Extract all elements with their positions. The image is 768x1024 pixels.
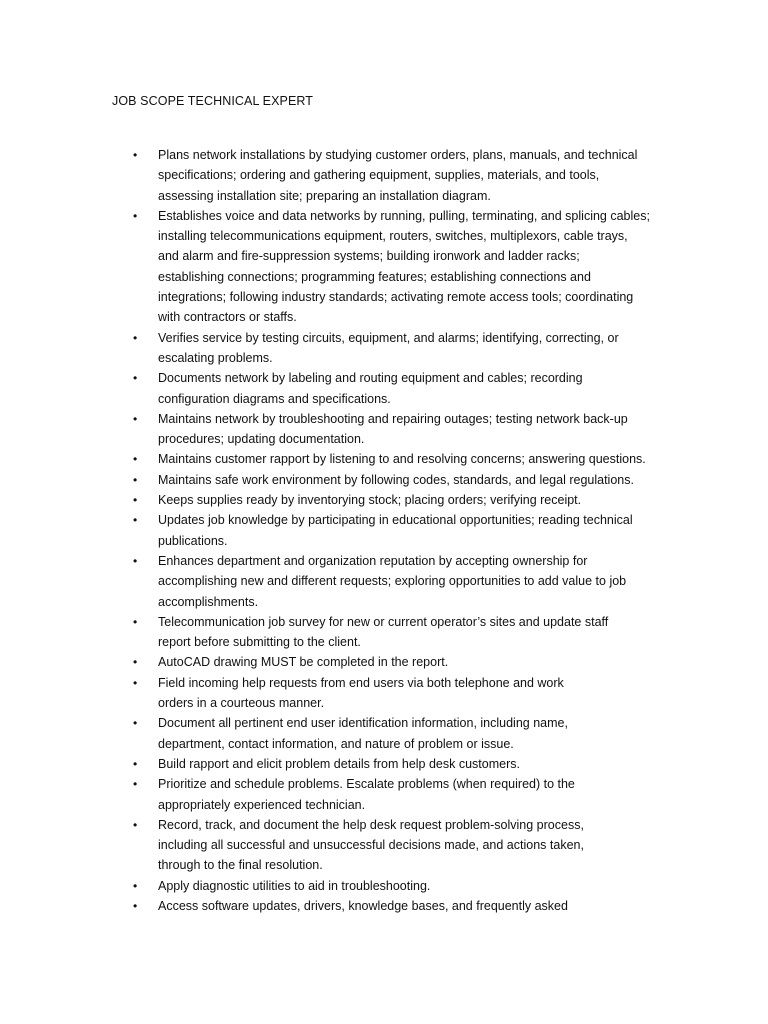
list-item-line: accomplishing new and different requests; exploring opportunities to add value to job bbox=[158, 574, 627, 589]
bullet-icon: • bbox=[133, 614, 138, 629]
list-item bbox=[0, 673, 678, 714]
list-item-line: Enhances department and organization reputation by accepting ownership for bbox=[158, 553, 588, 568]
list-item bbox=[0, 510, 678, 551]
list-item bbox=[0, 876, 678, 896]
list-item bbox=[0, 470, 678, 490]
list-item-text bbox=[158, 328, 678, 369]
list-item-line: Updates job knowledge by participating in educational opportunities; reading technical bbox=[158, 513, 633, 528]
list-item-text bbox=[158, 652, 678, 672]
list-item-text bbox=[158, 145, 678, 206]
list-item-text bbox=[158, 470, 678, 490]
list-item-text bbox=[158, 368, 678, 409]
list-item-line: Telecommunication job survey for new or current operator’s sites and update staff bbox=[158, 614, 609, 629]
list-item-text bbox=[158, 510, 678, 551]
list-item-line: Access software updates, drivers, knowledge bases, and frequently asked bbox=[158, 898, 568, 913]
bullet-icon: • bbox=[133, 330, 138, 345]
list-item-line: establishing connections; programming features; establishing connections and bbox=[158, 269, 591, 284]
bullet-icon: • bbox=[133, 553, 138, 568]
bullet-icon: • bbox=[133, 655, 138, 670]
list-item-line: procedures; updating documentation. bbox=[158, 432, 365, 447]
list-item bbox=[0, 490, 678, 510]
list-item-line: Apply diagnostic utilities to aid in troubleshooting. bbox=[158, 878, 431, 893]
list-item bbox=[0, 713, 678, 754]
list-item-text bbox=[158, 490, 678, 510]
document-title: JOB SCOPE TECHNICAL EXPERT bbox=[112, 94, 314, 108]
list-item-line: escalating problems. bbox=[158, 350, 273, 365]
list-item-text bbox=[158, 206, 678, 328]
list-item bbox=[0, 754, 678, 774]
list-item bbox=[0, 652, 678, 672]
list-item bbox=[0, 368, 678, 409]
list-item-line: Record, track, and document the help desk request problem-solving process, bbox=[158, 817, 584, 832]
list-item-text bbox=[158, 551, 678, 612]
list-item-text bbox=[158, 409, 678, 450]
list-item-text bbox=[158, 815, 678, 876]
list-item-line: appropriately experienced technician. bbox=[158, 797, 366, 812]
bullet-icon: • bbox=[133, 878, 138, 893]
list-item-line: and alarm and fire-suppression systems; building ironwork and ladder racks; bbox=[158, 249, 580, 264]
list-item-line: accomplishments. bbox=[158, 594, 259, 609]
list-item-line: Maintains network by troubleshooting and repairing outages; testing network back-up bbox=[158, 411, 628, 426]
list-item-line: Establishes voice and data networks by running, pulling, terminating, and splicing cables; bbox=[158, 208, 650, 223]
list-item-line: Verifies service by testing circuits, equipment, and alarms; identifying, correcting, or bbox=[158, 330, 619, 345]
bullet-icon: • bbox=[133, 452, 138, 467]
list-item bbox=[0, 551, 678, 612]
job-scope-list bbox=[0, 145, 768, 916]
list-item bbox=[0, 145, 678, 206]
bullet-icon: • bbox=[133, 371, 138, 386]
list-item-line: through to the final resolution. bbox=[158, 858, 323, 873]
list-item-line: Plans network installations by studying customer orders, plans, manuals, and technical bbox=[158, 148, 638, 162]
list-item-line: department, contact information, and nature of problem or issue. bbox=[158, 736, 514, 751]
list-item-text bbox=[158, 449, 678, 469]
list-item-line: Field incoming help requests from end users via both telephone and work bbox=[158, 675, 564, 690]
bullet-icon: • bbox=[133, 472, 138, 487]
bullet-icon: • bbox=[133, 493, 138, 508]
list-item-line: Document all pertinent end user identification information, including name, bbox=[158, 716, 568, 731]
list-item-line: installing telecommunications equipment, routers, switches, multiplexors, cable trays, bbox=[158, 229, 628, 244]
list-item bbox=[0, 896, 678, 916]
list-item bbox=[0, 206, 678, 328]
list-item-line: Maintains customer rapport by listening to and resolving concerns; answering questions. bbox=[158, 452, 646, 467]
bullet-icon: • bbox=[133, 675, 138, 690]
bullet-icon: • bbox=[133, 411, 138, 426]
list-item-line: integrations; following industry standards; activating remote access tools; coordinating bbox=[158, 290, 634, 305]
list-item-text bbox=[158, 713, 678, 754]
list-item bbox=[0, 409, 678, 450]
list-item-line: Documents network by labeling and routing equipment and cables; recording bbox=[158, 371, 583, 386]
bullet-icon: • bbox=[133, 513, 138, 528]
bullet-icon: • bbox=[133, 716, 138, 731]
bullet-icon: • bbox=[133, 817, 138, 832]
bullet-icon: • bbox=[133, 148, 138, 162]
list-item bbox=[0, 774, 678, 815]
list-item-line: orders in a courteous manner. bbox=[158, 696, 325, 711]
list-item-line: configuration diagrams and specifications. bbox=[158, 391, 391, 406]
bullet-icon: • bbox=[133, 208, 138, 223]
list-item-line: specifications; ordering and gathering equipment, supplies, materials, and tools, bbox=[158, 168, 600, 183]
list-item-text bbox=[158, 673, 678, 714]
bullet-icon: • bbox=[133, 777, 138, 792]
bullet-icon: • bbox=[133, 756, 138, 771]
list-item-line: Prioritize and schedule problems. Escalate problems (when required) to the bbox=[158, 777, 575, 792]
list-item-line: with contractors or staffs. bbox=[158, 310, 297, 325]
list-item-line: Build rapport and elicit problem details from help desk customers. bbox=[158, 756, 520, 771]
list-item-line: report before submitting to the client. bbox=[158, 635, 361, 650]
list-item-line: including all successful and unsuccessful decisions made, and actions taken, bbox=[158, 838, 584, 853]
list-item-line: Keeps supplies ready by inventorying stock; placing orders; verifying receipt. bbox=[158, 493, 582, 508]
list-item bbox=[0, 328, 678, 369]
list-item-line: Maintains safe work environment by following codes, standards, and legal regulations. bbox=[158, 472, 634, 487]
list-item-text bbox=[158, 754, 678, 774]
list-item-text bbox=[158, 896, 678, 916]
list-item bbox=[0, 815, 678, 876]
list-item bbox=[0, 449, 678, 469]
list-item-line: assessing installation site; preparing an installation diagram. bbox=[158, 188, 491, 203]
list-item bbox=[0, 612, 678, 653]
list-item-text bbox=[158, 774, 678, 815]
list-item-text bbox=[158, 876, 678, 896]
list-item-text bbox=[158, 612, 678, 653]
bullet-icon: • bbox=[133, 898, 138, 913]
list-item-line: publications. bbox=[158, 533, 228, 548]
list-item-line: AutoCAD drawing MUST be completed in the report. bbox=[158, 655, 449, 670]
